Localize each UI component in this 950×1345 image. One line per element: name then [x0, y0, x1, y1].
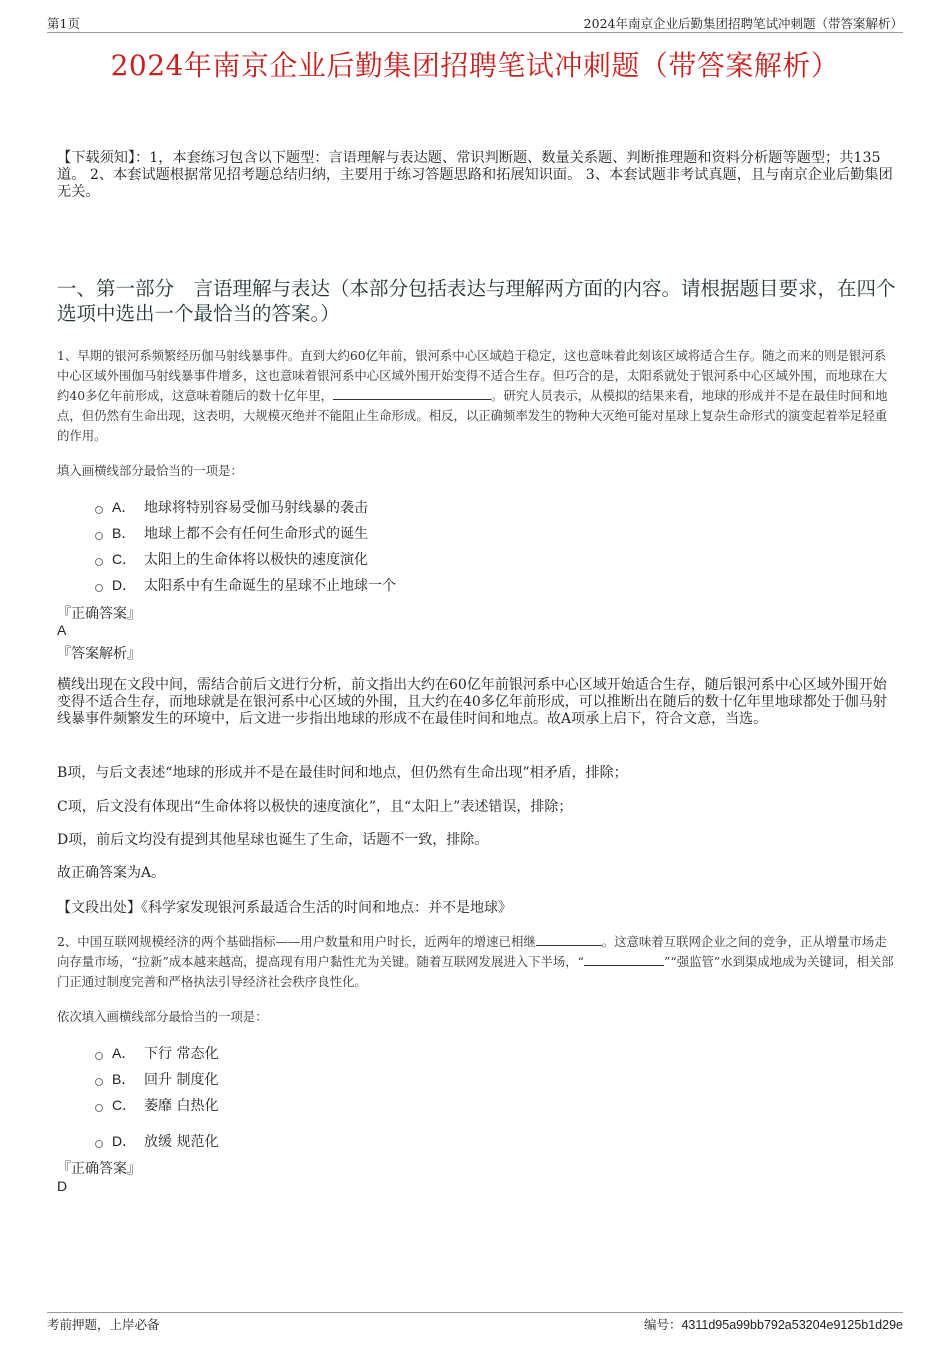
- radio-icon[interactable]: [95, 1104, 103, 1112]
- header-doc-title: 2024年南京企业后勤集团招聘笔试冲刺题（带答案解析）: [583, 16, 903, 31]
- question-1-option-d[interactable]: [95, 575, 396, 595]
- option-letter: D．: [112, 1133, 137, 1149]
- option-letter: B．: [112, 1071, 136, 1087]
- question-1-text-before: 1、早期的银河系频繁经历伽马射线暴事件。直到大约60亿年前，银河系中心区域趋于稳定，这也意味着此刻该区域将适合生存。随之而来的则是银河系中心区域外围伽马射线暴事件增多，这也意味着银河系中心区域外围开始变得不适合生存。但巧合的是，太阳系就处于银河系中心区域外围，而地球在大约40多亿年前形成，这意味着随后的数十亿年里，: [57, 348, 888, 403]
- option-text: 太阳系中有生命诞生的星球不止地球一个: [144, 578, 396, 594]
- option-text: 萎靡 白热化: [144, 1098, 219, 1114]
- fill-blank: [536, 933, 602, 946]
- option-letter: A．: [112, 1045, 136, 1061]
- option-text: 回升 制度化: [144, 1072, 219, 1088]
- footer-slogan: 考前押题，上岸必备: [47, 1317, 160, 1332]
- option-letter: D．: [112, 577, 137, 593]
- question-2-prompt: 依次填入画横线部分最恰当的一项是：: [57, 1009, 268, 1024]
- section-heading: 一、第一部分 言语理解与表达（本部分包括表达与理解两方面的内容。请根据题目要求，在四个选项中选出一个最恰当的答案。）: [57, 277, 896, 325]
- correct-answer: A: [57, 622, 67, 638]
- analysis-label: 『答案解析』: [57, 646, 141, 662]
- question-1-option-a[interactable]: [95, 497, 368, 517]
- page-number: 第1页: [47, 16, 80, 31]
- analysis-paragraph: B项，与后文表述“地球的形成并不是在最佳时间和地点，但仍然有生命出现”相矛盾，排除；: [57, 765, 628, 781]
- question-1-text: [57, 346, 898, 446]
- question-2-text-part1: 2、中国互联网规模经济的两个基础指标——用户数量和用户时长，近两年的增速已相继: [57, 934, 536, 949]
- option-text: 地球将特别容易受伽马射线暴的袭击: [144, 500, 368, 516]
- analysis-source: 【文段出处】《科学家发现银河系最适合生活的时间和地点：并不是地球》: [57, 900, 512, 916]
- footer-divider: [47, 1312, 903, 1313]
- option-letter: C．: [112, 551, 137, 567]
- radio-icon[interactable]: [95, 1078, 103, 1086]
- radio-icon[interactable]: [95, 1140, 103, 1148]
- fill-blank: [333, 387, 491, 400]
- option-text: 放缓 规范化: [144, 1134, 219, 1150]
- question-2-option-c[interactable]: [95, 1095, 218, 1115]
- analysis-paragraph: 横线出现在文段中间，需结合前后文进行分析，前文指出大约在60亿年前银河系中心区域开始适合生存，随后银河系中心区域外围开始变得不适合生存，而地球就是在银河系中心区域的外围，且大约在40多亿年前形成，可以推断出在随后的数十亿年里地球都处于伽马射线暴事件频繁发生的环境中，后文进一步指出地球的形成不在最佳时间和地点。故A项承上启下，符合文意，当选。: [57, 677, 887, 727]
- question-2-option-b[interactable]: [95, 1069, 218, 1089]
- radio-icon[interactable]: [95, 532, 103, 540]
- analysis-paragraph: D项，前后文均没有提到其他星球也诞生了生命，话题不一致，排除。: [57, 832, 489, 848]
- correct-answer: D: [57, 1178, 68, 1194]
- option-letter: B．: [112, 525, 136, 541]
- download-notice: 【下载须知】：1，本套练习包含以下题型：言语理解与表达题、常识判断题、数量关系题、判断推理题和资料分析题等题型；共135道。 2、本套试题根据常见招考题总结归纳，主要用于练习答题思路和拓展知识面。 3、本套试题非考试真题，且与南京企业后勤集团无关。: [57, 150, 893, 200]
- radio-icon[interactable]: [95, 584, 103, 592]
- option-letter: C．: [112, 1097, 137, 1113]
- question-2-text-part2: 。这意味着互联网企业之间的竞争，正从增量市场走向存量市场，“拉新”成本越来越高，提高现有用户黏性尤为关键。随着互联网发展进入下半场，“: [57, 934, 887, 969]
- document-code-value: 4311d95a99bb792a53204e9125b1d29e: [681, 1318, 903, 1332]
- question-2-text: [57, 932, 898, 992]
- question-1-prompt: 填入画横线部分最恰当的一项是：: [57, 463, 243, 478]
- question-2-option-d[interactable]: [95, 1131, 218, 1151]
- question-2-text-part3: ”“强监管”水到渠成地成为关键词，相关部门正通过制度完善和严格执法引导经济社会秩序良性化。: [57, 954, 894, 989]
- question-2-option-a[interactable]: [95, 1043, 218, 1063]
- option-letter: A．: [112, 499, 136, 515]
- document-code-label: 编号：: [643, 1317, 682, 1332]
- fill-blank: [584, 953, 664, 966]
- question-1-option-c[interactable]: [95, 549, 368, 569]
- header-divider: [47, 32, 903, 33]
- question-1-option-b[interactable]: [95, 523, 368, 543]
- option-text: 地球上都不会有任何生命形式的诞生: [144, 526, 368, 542]
- question-1-text-after: 。研究人员表示，从模拟的结果来看，地球的形成并不是在最佳时间和地点，但仍然有生命出现，这表明，大规模灭绝并不能阻止生命形成。相反，以正确频率发生的物种大灭绝可能对星球上复杂生命形式的演变起着举足轻重的作用。: [57, 388, 888, 443]
- correct-answer-label: 『正确答案』: [57, 606, 141, 622]
- analysis-conclusion: 故正确答案为A。: [57, 865, 166, 881]
- correct-answer-label: 『正确答案』: [57, 1161, 141, 1177]
- page-title: 2024年南京企业后勤集团招聘笔试冲刺题（带答案解析）: [110, 49, 840, 82]
- analysis-paragraph: C项，后文没有体现出“生命体将以极快的速度演化”，且“太阳上”表述错误，排除；: [57, 799, 573, 815]
- radio-icon[interactable]: [95, 506, 103, 514]
- radio-icon[interactable]: [95, 558, 103, 566]
- radio-icon[interactable]: [95, 1052, 103, 1060]
- document-code: [644, 1315, 903, 1333]
- option-text: 太阳上的生命体将以极快的速度演化: [144, 552, 368, 568]
- option-text: 下行 常态化: [144, 1046, 219, 1062]
